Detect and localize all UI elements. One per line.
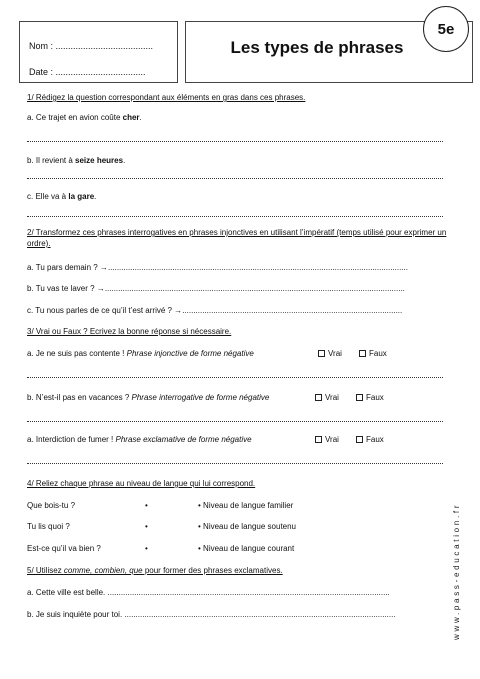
answer-line-q2-a[interactable]: .......................................................................................................................................: [107, 263, 408, 272]
q2-item-c: c. Tu nous parles de ce qu’il t’est arrivé ? →...................................................................................................: [27, 306, 403, 315]
answer-line-q3-b[interactable]: [27, 421, 443, 422]
q4-right-item: • Niveau de langue familier: [198, 501, 294, 510]
q5-item-a: a. Cette ville est belle. ...............................................................................................................................: [27, 588, 390, 597]
answer-line-q5-a[interactable]: ...............................................................................................................................: [107, 588, 390, 597]
q4-right-item: • Niveau de langue courant: [198, 544, 295, 553]
q4-left-dot[interactable]: •: [145, 501, 148, 510]
name-field[interactable]: Nom : .......................................: [29, 41, 154, 51]
site-watermark: www.pass-education.fr: [452, 502, 461, 640]
answer-line-q1-b[interactable]: [27, 178, 443, 179]
q1-item-a: a. Ce trajet en avion coûte cher.: [27, 113, 142, 122]
checkbox-icon[interactable]: [315, 436, 322, 443]
answer-line-q3-a[interactable]: [27, 377, 443, 378]
checkbox-icon[interactable]: [315, 394, 322, 401]
date-field[interactable]: Date : ....................................: [29, 67, 146, 77]
q3-title: 3/ Vrai ou Faux ? Ecrivez la bonne réponse si nécessaire.: [27, 327, 232, 336]
answer-line-q1-c[interactable]: [27, 216, 443, 217]
answer-line-q2-b[interactable]: .......................................................................................................................................: [104, 284, 405, 293]
answer-line-q5-b[interactable]: ..........................................................................................................................: [124, 610, 396, 619]
checkbox-icon[interactable]: [359, 350, 366, 357]
q2-title: 2/ Transformez ces phrases interrogatives en phrases injonctives en utilisant l’impératif (temps utilisé pour exprimer un ordre).: [27, 228, 447, 248]
level-badge: 5e: [423, 6, 469, 52]
q4-title: 4/ Reliez chaque phrase au niveau de langue qui lui correspond.: [27, 479, 256, 488]
q3-a-faux-option[interactable]: Faux: [359, 348, 387, 359]
checkbox-icon[interactable]: [356, 394, 363, 401]
q4-left-item: Tu lis quoi ?: [27, 522, 70, 531]
q2-item-a: a. Tu pars demain ? →.......................................................................................................................................: [27, 263, 408, 272]
answer-line-q1-a[interactable]: [27, 141, 443, 142]
q4-right-dot[interactable]: •: [198, 544, 201, 553]
q4-left-item: Que bois-tu ?: [27, 501, 76, 510]
answer-line-q2-c[interactable]: ...................................................................................................: [182, 306, 403, 315]
q1-item-c: c. Elle va à la gare.: [27, 192, 97, 201]
q2-item-b: b. Tu vas te laver ? →.......................................................................................................................................: [27, 284, 405, 293]
q3-c-faux-option[interactable]: Faux: [356, 434, 384, 445]
q3-item-c: a. Interdiction de fumer ! Phrase exclamative de forme négative: [27, 435, 252, 444]
q1-item-b: b. Il revient à seize heures.: [27, 156, 126, 165]
q3-item-a: a. Je ne suis pas contente ! Phrase injonctive de forme négative: [27, 349, 254, 358]
q4-left-dot[interactable]: •: [145, 544, 148, 553]
q3-item-b: b. N’est-il pas en vacances ? Phrase interrogative de forme négative: [27, 393, 270, 402]
answer-line-q3-c[interactable]: [27, 463, 443, 464]
q4-right-item: • Niveau de langue soutenu: [198, 522, 297, 531]
q3-b-faux-option[interactable]: Faux: [356, 392, 384, 403]
q5-title: 5/ Utilisez comme, combien, que pour former des phrases exclamatives.: [27, 566, 283, 575]
q3-c-vrai-option[interactable]: Vrai: [315, 434, 339, 445]
q4-left-dot[interactable]: •: [145, 522, 148, 531]
q3-b-vrai-option[interactable]: Vrai: [315, 392, 339, 403]
q4-right-dot[interactable]: •: [198, 522, 201, 531]
student-info-box: [19, 21, 178, 83]
q5-item-b: b. Je suis inquiète pour toi. ..........................................................................................................................: [27, 610, 396, 619]
checkbox-icon[interactable]: [318, 350, 325, 357]
checkbox-icon[interactable]: [356, 436, 363, 443]
q4-left-item: Est-ce qu’il va bien ?: [27, 544, 101, 553]
q3-a-vrai-option[interactable]: Vrai: [318, 348, 342, 359]
page-title: Les types de phrases: [230, 38, 404, 57]
q1-title: 1/ Rédigez la question correspondant aux éléments en gras dans ces phrases.: [27, 93, 306, 102]
q4-right-dot[interactable]: •: [198, 501, 201, 510]
